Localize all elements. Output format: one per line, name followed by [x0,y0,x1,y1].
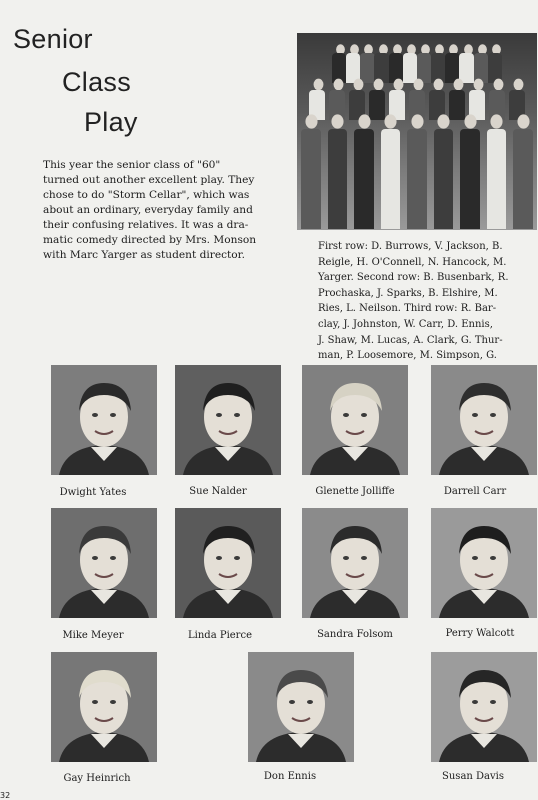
group-figure-body [381,129,401,229]
page-number: 32 [0,791,11,800]
portrait-photo [431,365,537,475]
portrait-photo [431,652,537,762]
portrait-name: Dwight Yates [59,487,127,498]
group-figure-head [411,114,423,128]
portrait-silhouette [431,365,537,475]
portrait-photo [175,365,281,475]
group-figure-body [407,129,427,229]
caption-line: Ries, L. Neilson. Third row: R. Bar- [318,303,497,315]
portrait-photo [248,652,354,762]
portrait-silhouette [51,365,157,475]
portrait-silhouette [431,508,537,618]
group-figure-body [369,90,385,120]
intro-line: This year the senior class of "60" [43,159,221,171]
portrait-name: Darrell Carr [443,486,507,497]
group-figure-head [413,79,423,91]
portrait-photo [51,365,157,475]
portrait-photo [51,652,157,762]
cast-group-photo [297,33,537,230]
caption-line: clay, J. Johnston, W. Carr, D. Ennis, [318,318,493,330]
portrait-photo [175,508,281,618]
group-figure-head [513,79,523,91]
portrait-photo [302,365,408,475]
group-figure-body [360,53,374,83]
intro-line: with Marc Yarger as student director. [43,249,245,261]
portrait-photo [431,508,537,618]
photo-caption [318,239,518,379]
portrait-silhouette [248,652,354,762]
caption-line: First row: D. Burrows, V. Jackson, B. [318,241,503,252]
group-figure-head [384,114,396,128]
group-figure-head [333,79,343,91]
portrait-name: Linda Pierce [188,630,252,641]
group-figure-body [487,129,507,229]
intro-line: chose to do "Storm Cellar", which was [43,189,250,201]
portrait-name: Mike Meyer [62,630,124,641]
portrait-name: Sandra Folsom [317,629,393,640]
caption-line: Reigle, H. O'Connell, N. Hancock, M. [318,256,507,268]
group-figure-body [513,129,533,229]
portrait-silhouette [302,508,408,618]
portrait-name: Sue Nalder [189,486,247,497]
portrait-silhouette [175,508,281,618]
caption-line: Prochaska, J. Sparks, B. Elshire, M. [318,287,498,299]
group-figure-head [373,79,383,91]
group-figure-head [305,114,317,128]
group-figure-body [328,129,348,229]
group-figure-head [453,79,463,91]
portrait-name: Don Ennis [263,771,317,782]
intro-line: turned out another excellent play. They [43,174,255,186]
group-figure-body [301,129,321,229]
portrait-name: Glenette Jolliffe [315,486,395,497]
portrait-name: Gay Heinrich [63,773,131,784]
group-figure-head [437,114,449,128]
title-line-2: Class [62,67,132,97]
group-figure-head [464,114,476,128]
intro-line: about an ordinary, everyday family and [43,204,253,216]
intro-line: their confusing relatives. It was a dra- [43,219,249,231]
portrait-name: Perry Walcott [445,628,515,639]
portrait-silhouette [51,508,157,618]
group-figure-head [517,114,529,128]
portrait-photo [302,508,408,618]
group-figure-body [460,129,480,229]
group-figure-body [459,53,473,83]
portrait-silhouette [51,652,157,762]
caption-line: Yarger. Second row: B. Busenbark, R. [318,272,509,284]
title-line-3: Play [84,107,138,137]
intro-paragraph [43,158,261,263]
group-figure-head [353,79,363,91]
group-figure-head [313,79,323,91]
title-line-1: Senior [13,24,93,54]
portrait-photo [51,508,157,618]
caption-line: J. Shaw, M. Lucas, A. Clark, G. Thur- [318,334,503,346]
portrait-name: Susan Davis [442,771,504,782]
group-figure-head [393,79,403,91]
group-figure-head [358,114,370,128]
group-figure-head [493,79,503,91]
portrait-silhouette [302,365,408,475]
group-figure-head [433,79,443,91]
group-figure-head [331,114,343,128]
group-figure-head [473,79,483,91]
portrait-silhouette [175,365,281,475]
group-figure-head [490,114,502,128]
caption-line: man, P. Loosemore, M. Simpson, G. [318,350,497,362]
group-figure-body [434,129,454,229]
intro-line: matic comedy directed by Mrs. Monson [43,234,257,246]
group-figure-body [354,129,374,229]
portrait-silhouette [431,652,537,762]
group-figure-body [449,90,465,120]
